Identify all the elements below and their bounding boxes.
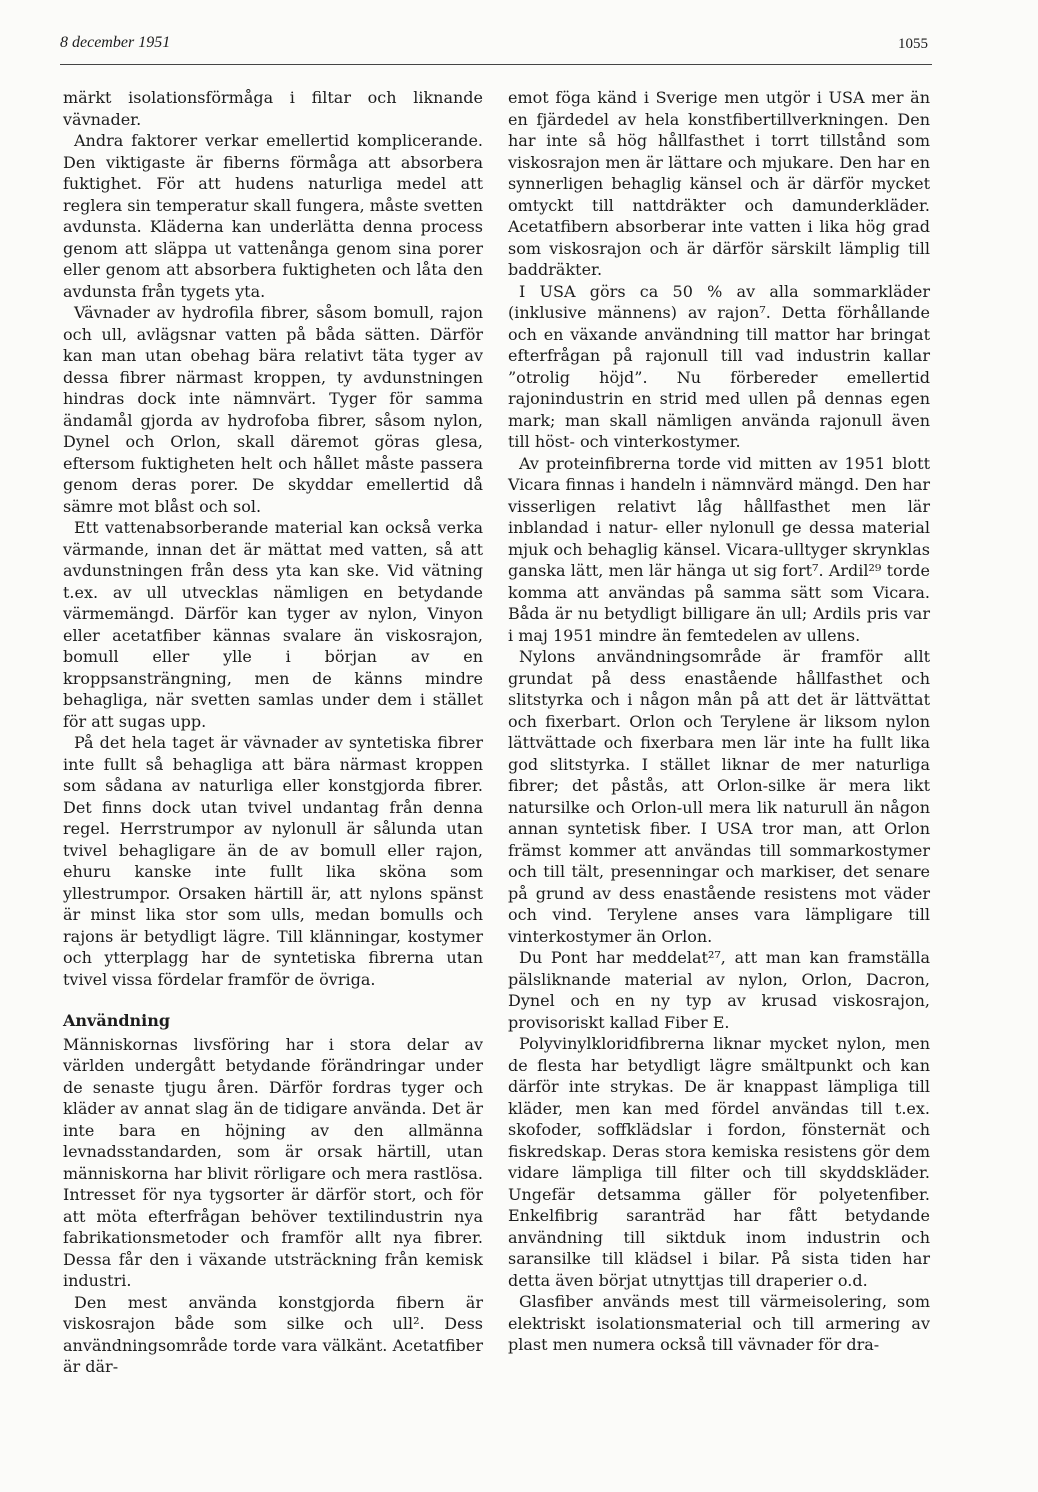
paragraph: märkt isolationsförmåga i filtar och liknande vävnader. bbox=[63, 88, 483, 129]
paragraph: Av proteinfibrerna torde vid mitten av 1951 blott Vicara finnas i handeln i nämnvärd mängd. Den har visserligen relativt låg hållfasthet men lär inblandad i natur- eller nylonull ge dessa material mjuk och behaglig känsel. Vicara-ulltyger skrynklas ganska lätt, men lär hänga ut sig fort⁷. Ardil²⁹ torde komma att användas på samma sätt som Vicara. Båda är nu betydligt billigare än ull; Ardils pris var i maj 1951 mindre än femtedelen av ullens. bbox=[508, 453, 930, 645]
paragraph: Ett vattenabsorberande material kan också verka värmande, innan det är mättat med vatten, så att avdunstningen från dess yta kan ske. Vid vätning t.ex. av ull utvecklas nämligen en betydande värmemängd. Därför kan tyger av nylon, Vinyon eller acetatfiber kännas svalare än viskosrajon, bomull eller ylle i början av en kroppsansträngning, men de känns mindre behagliga, när svetten samlas under dem i stället för att sugas upp. bbox=[63, 518, 483, 731]
paragraph: Människornas livsföring har i stora delar av världen undergått betydande förändringar under de senaste tjugu åren. Därför fordras tyger och kläder av annat slag än de tidigare använda. Det är inte bara en höjning av den allmänna levnadsstandarden, som är orsak härtill, utan människorna har blivit rörligare och mera rastlösa. Intresset för nya tygsorter är därför stort, och för att möta efterfrågan behöver textilindustrin nya fabrikationsmetoder och framför allt nya fibrer. Dessa får den i växande utsträckning från kemisk industri. bbox=[63, 1034, 483, 1290]
section-heading: Användning bbox=[63, 1011, 171, 1030]
paragraph: På det hela taget är vävnader av syntetiska fibrer inte fullt så behagliga att bära närmast kroppen som sådana av naturliga eller konstgjorda fibrer. Det finns dock utan tvivel undantag från denna regel. Herrstrumpor av nylonull är sålunda utan tvivel behagligare än de av bomull eller rajon, ehuru kanske inte fullt lika sköna som yllestrumpor. Orsaken härtill är, att nylons spänst är minst lika stor som ulls, medan bomulls och rajons är betydligt lägre. Till klänningar, kostymer och ytterplagg har de syntetiska fibrerna utan tvivel vissa fördelar framför de övriga. bbox=[63, 733, 483, 989]
running-header bbox=[60, 34, 932, 65]
paragraph: Glasfiber används mest till värmeisolering, som elektriskt isolationsmaterial och till armering av plast men numera också till vävnader för dra- bbox=[508, 1292, 930, 1354]
paragraph: Andra faktorer verkar emellertid komplicerande. Den viktigaste är fiberns förmåga att absorbera fuktighet. För att hudens naturliga medel att reglera sin temperatur skall fungera, måste svetten avdunsta. Kläderna kan underlätta denna process genom att släppa ut vattenånga genom sina porer eller genom att absorbera fuktigheten och låta den avdunsta från tygets yta. bbox=[63, 131, 483, 301]
paragraph: I USA görs ca 50 % av alla sommarkläder (inklusive männens) av rajon⁷. Detta förhållande och en växande användning till mattor har bringat efterfrågan på rajonull till vad industrin kallar ”otrolig höjd”. Nu förbereder emellertid rajonindustrin en strid med ullen på dennas egen mark; man skall nämligen använda rajonull även till höst- och vinterkostymer. bbox=[508, 281, 930, 451]
paragraph: Den mest använda konstgjorda fibern är viskosrajon både som silke och ull². Dess användningsområde torde vara välkänt. Acetatfiber är där- bbox=[63, 1292, 483, 1376]
paragraph: Du Pont har meddelat²⁷, att man kan framställa pälsliknande material av nylon, Orlon, Dacron, Dynel och en ny typ av krusad viskosrajon, provisoriskt kallad Fiber E. bbox=[508, 948, 930, 1032]
paragraph: emot föga känd i Sverige men utgör i USA mer än en fjärdedel av hela konstfibertillverkningen. Den har inte så hög hållfasthet i torrt tillstånd som viskosrajon men är lättare och mjukare. Den har en synnerligen behaglig känsel och är därför mycket omtyckt till nattdräkter och damunderkläder. Acetatfibern absorberar inte vatten i lika hög grad som viskosrajon och är därför särskilt lämplig till baddräkter. bbox=[508, 88, 930, 279]
left-column bbox=[63, 87, 483, 1378]
paragraph: Polyvinylkloridfibrerna liknar mycket nylon, men de flesta har betydligt lägre smältpunkt och kan därför inte strykas. De är knappast lämpliga till kläder, men kan med fördel användas till t.ex. skofoder, soffklädslar i fordon, fönsternät och fiskredskap. Deras stora kemiska resistens gör dem vidare lämpliga till filter och till skyddskläder. Ungefär detsamma gäller för polyetenfiber. Enkelfibrig saranträd har fått betydande användning till siktduk inom industrin och saransilke till klädsel i bilar. På sista tiden har detta även börjat utnyttjas till draperier o.d. bbox=[508, 1034, 930, 1290]
right-column bbox=[508, 87, 930, 1356]
page-number: 1055 bbox=[898, 36, 928, 52]
paragraph: Vävnader av hydrofila fibrer, såsom bomull, rajon och ull, avlägsnar vatten på båda sätten. Därför kan man utan obehag bära relativt täta tyger av dessa fibrer närmast kroppen, ty avdunstningen hindras dock inte nämnvärt. Tyger för samma ändamål gjorda av hydrofoba fibrer, såsom nylon, Dynel och Orlon, skall däremot göras glesa, eftersom fuktigheten helt och hållet måste passera genom deras porer. De skyddar emellertid då sämre mot blåst och sol. bbox=[63, 303, 483, 516]
header-date: 8 december 1951 bbox=[60, 34, 171, 51]
paragraph: Nylons användningsområde är framför allt grundat på dess enastående hållfasthet och slitstyrka och i någon mån på att det är lättvättat och fixerbart. Orlon och Terylene är liksom nylon lättvättade och fixerbara men lär inte ha fullt lika god slitstyrka. I stället liknar de mer naturliga fibrer; det påstås, att Orlon-silke är mera likt natursilke och Orlon-ull mera lik naturull än någon annan syntetisk fiber. I USA tror man, att Orlon främst kommer att användas till sommarkostymer och till tält, presenningar och markiser, det senare på grund av dess enastående resistens mot väder och vind. Terylene anses vara lämpligare till vinterkostymer än Orlon. bbox=[508, 647, 930, 946]
